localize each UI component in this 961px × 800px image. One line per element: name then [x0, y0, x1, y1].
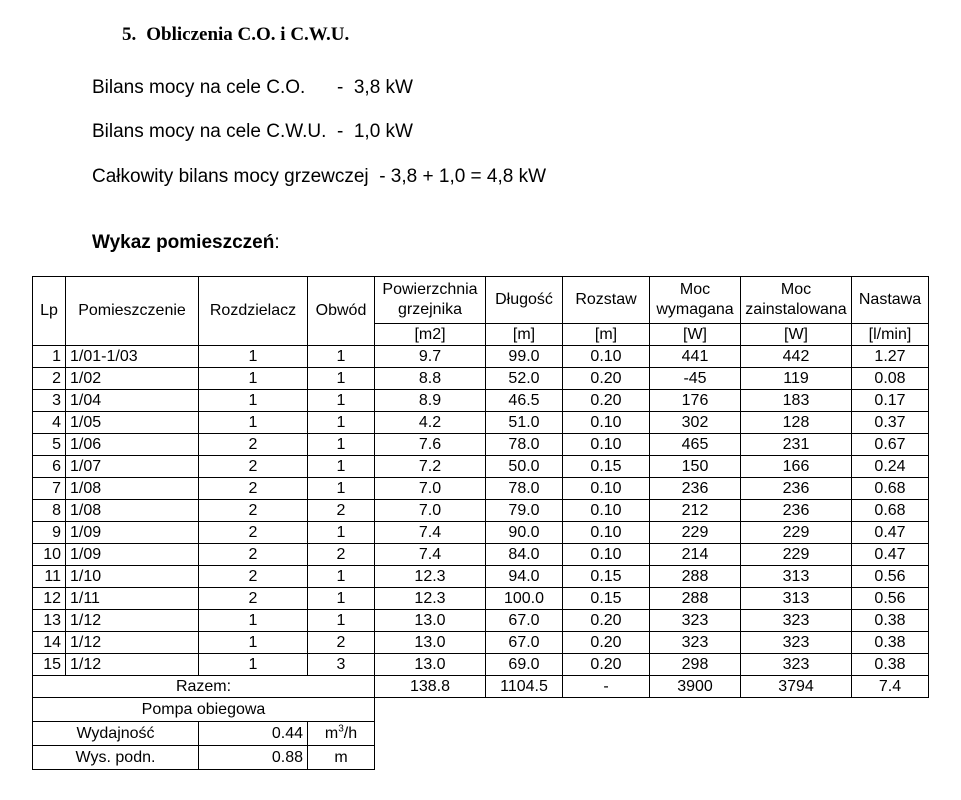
cell-spacing: 0.20 — [563, 390, 650, 412]
cell-circuit: 2 — [308, 544, 375, 566]
power-balance-total: Całkowity bilans mocy grzewczej - 3,8 + 1,0 = 4,8 kW — [92, 166, 547, 187]
cell-circuit: 1 — [308, 522, 375, 544]
cell-area: 13.0 — [375, 654, 486, 676]
section-title: Obliczenia C.O. i C.W.U. — [146, 24, 350, 45]
cell-area: 8.9 — [375, 390, 486, 412]
cell-installed-power: 313 — [741, 588, 852, 610]
cell-area: 7.2 — [375, 456, 486, 478]
cell-installed-power: 229 — [741, 544, 852, 566]
cell-setting: 0.38 — [852, 632, 929, 654]
cell-installed-power: 236 — [741, 478, 852, 500]
cell-spacing: 0.20 — [563, 654, 650, 676]
total-area: 138.8 — [375, 676, 486, 698]
pump-label: Wydajność — [33, 722, 199, 746]
cell-length: 84.0 — [486, 544, 563, 566]
rooms-list-title: Wykaz pomieszczeń — [92, 232, 275, 253]
cell-lp: 3 — [33, 390, 66, 412]
cell-required-power: 465 — [650, 434, 741, 456]
unit-installed-power: [W] — [741, 324, 852, 346]
cell-manifold: 2 — [199, 522, 308, 544]
cell-manifold: 1 — [199, 632, 308, 654]
cell-circuit: 1 — [308, 368, 375, 390]
rooms-list-heading — [92, 232, 280, 254]
cell-lp: 6 — [33, 456, 66, 478]
cell-circuit: 1 — [308, 412, 375, 434]
total-length: 1104.5 — [486, 676, 563, 698]
cell-room: 1/12 — [66, 610, 199, 632]
cell-length: 94.0 — [486, 566, 563, 588]
cell-spacing: 0.15 — [563, 588, 650, 610]
col-header-required-power: Moc wymagana — [650, 277, 741, 324]
cell-length: 67.0 — [486, 610, 563, 632]
cell-circuit: 3 — [308, 654, 375, 676]
cell-length: 46.5 — [486, 390, 563, 412]
cell-installed-power: 236 — [741, 500, 852, 522]
cell-area: 7.6 — [375, 434, 486, 456]
cell-lp: 2 — [33, 368, 66, 390]
cell-installed-power: 183 — [741, 390, 852, 412]
col-header-length: Długość — [486, 277, 563, 324]
cell-lp: 7 — [33, 478, 66, 500]
total-row — [33, 676, 929, 698]
pump-title: Pompa obiegowa — [33, 698, 375, 722]
cell-manifold: 2 — [199, 478, 308, 500]
table-row — [33, 588, 929, 610]
cell-required-power: 302 — [650, 412, 741, 434]
cell-manifold: 2 — [199, 544, 308, 566]
cell-lp: 1 — [33, 346, 66, 368]
cell-lp: 8 — [33, 500, 66, 522]
cell-length: 100.0 — [486, 588, 563, 610]
cell-circuit: 1 — [308, 434, 375, 456]
cell-area: 7.0 — [375, 500, 486, 522]
col-header-spacing: Rozstaw — [563, 277, 650, 324]
col-header-installed-power: Moc zainstalowana — [741, 277, 852, 324]
cell-lp: 4 — [33, 412, 66, 434]
cell-length: 67.0 — [486, 632, 563, 654]
cell-required-power: -45 — [650, 368, 741, 390]
table-row — [33, 456, 929, 478]
cell-spacing: 0.10 — [563, 434, 650, 456]
cell-installed-power: 442 — [741, 346, 852, 368]
col-header-room: Pomieszczenie — [66, 277, 199, 346]
cell-area: 7.4 — [375, 544, 486, 566]
cell-manifold: 1 — [199, 346, 308, 368]
table-row — [33, 654, 929, 676]
cell-room: 1/02 — [66, 368, 199, 390]
section-number: 5. — [122, 24, 137, 45]
cell-spacing: 0.20 — [563, 610, 650, 632]
cell-length: 50.0 — [486, 456, 563, 478]
cell-installed-power: 231 — [741, 434, 852, 456]
table-row — [33, 566, 929, 588]
cell-spacing: 0.10 — [563, 544, 650, 566]
pump-label: Wys. podn. — [33, 746, 199, 770]
cell-installed-power: 323 — [741, 610, 852, 632]
col-header-area: Powierzchnia grzejnika — [375, 277, 486, 324]
cell-length: 52.0 — [486, 368, 563, 390]
cell-required-power: 288 — [650, 566, 741, 588]
unit-area: [m2] — [375, 324, 486, 346]
cell-installed-power: 313 — [741, 566, 852, 588]
cell-area: 13.0 — [375, 610, 486, 632]
cell-lp: 13 — [33, 610, 66, 632]
cell-installed-power: 323 — [741, 654, 852, 676]
cell-required-power: 323 — [650, 632, 741, 654]
pump-value: 0.88 — [199, 746, 308, 770]
cell-area: 9.7 — [375, 346, 486, 368]
cell-spacing: 0.10 — [563, 346, 650, 368]
cell-spacing: 0.10 — [563, 500, 650, 522]
cell-manifold: 1 — [199, 368, 308, 390]
section-heading — [122, 24, 349, 46]
cell-length: 78.0 — [486, 434, 563, 456]
table-row — [33, 544, 929, 566]
cell-length: 69.0 — [486, 654, 563, 676]
cell-room: 1/06 — [66, 434, 199, 456]
col-header-setting: Nastawa — [852, 277, 929, 324]
cell-setting: 0.68 — [852, 478, 929, 500]
cell-required-power: 288 — [650, 588, 741, 610]
cell-required-power: 212 — [650, 500, 741, 522]
unit-spacing: [m] — [563, 324, 650, 346]
pump-title-row — [33, 698, 929, 722]
cell-room: 1/08 — [66, 478, 199, 500]
cell-room: 1/08 — [66, 500, 199, 522]
cell-setting: 0.17 — [852, 390, 929, 412]
cell-setting: 0.47 — [852, 522, 929, 544]
col-header-manifold: Rozdzielacz — [199, 277, 308, 346]
cell-setting: 0.08 — [852, 368, 929, 390]
table-row — [33, 346, 929, 368]
cell-setting: 0.24 — [852, 456, 929, 478]
table-row — [33, 434, 929, 456]
cell-spacing: 0.15 — [563, 566, 650, 588]
cell-circuit: 1 — [308, 588, 375, 610]
cell-lp: 15 — [33, 654, 66, 676]
pump-row — [33, 722, 929, 746]
cell-spacing: 0.10 — [563, 522, 650, 544]
cell-required-power: 323 — [650, 610, 741, 632]
cell-required-power: 150 — [650, 456, 741, 478]
pump-unit: $m^3/h$ — [308, 722, 375, 746]
cell-manifold: 2 — [199, 500, 308, 522]
cell-circuit: 1 — [308, 346, 375, 368]
cell-setting: 0.56 — [852, 588, 929, 610]
cell-manifold: 1 — [199, 390, 308, 412]
pump-unit: m — [308, 746, 375, 770]
table-header-row — [33, 277, 929, 324]
cell-room: 1/01-1/03 — [66, 346, 199, 368]
cell-room: 1/09 — [66, 544, 199, 566]
cell-circuit: 1 — [308, 456, 375, 478]
table-row — [33, 500, 929, 522]
cell-room: 1/11 — [66, 588, 199, 610]
cell-area: 4.2 — [375, 412, 486, 434]
cell-circuit: 1 — [308, 478, 375, 500]
table-row — [33, 522, 929, 544]
cell-installed-power: 166 — [741, 456, 852, 478]
cell-room: 1/07 — [66, 456, 199, 478]
power-balance-co: Bilans mocy na cele C.O. - 3,8 kW — [92, 77, 413, 98]
cell-length: 78.0 — [486, 478, 563, 500]
cell-area: 7.0 — [375, 478, 486, 500]
cell-area: 13.0 — [375, 632, 486, 654]
cell-length: 79.0 — [486, 500, 563, 522]
cell-room: 1/09 — [66, 522, 199, 544]
cell-lp: 12 — [33, 588, 66, 610]
cell-spacing: 0.20 — [563, 632, 650, 654]
cell-spacing: 0.10 — [563, 412, 650, 434]
cell-setting: 0.37 — [852, 412, 929, 434]
unit-length: [m] — [486, 324, 563, 346]
cell-spacing: 0.15 — [563, 456, 650, 478]
cell-required-power: 441 — [650, 346, 741, 368]
cell-room: 1/10 — [66, 566, 199, 588]
col-header-lp: Lp — [33, 277, 66, 346]
cell-manifold: 1 — [199, 412, 308, 434]
cell-circuit: 1 — [308, 610, 375, 632]
cell-lp: 11 — [33, 566, 66, 588]
cell-installed-power: 323 — [741, 632, 852, 654]
cell-installed-power: 128 — [741, 412, 852, 434]
table-row — [33, 368, 929, 390]
cell-manifold: 1 — [199, 654, 308, 676]
pump-row — [33, 746, 929, 770]
cell-setting: 0.38 — [852, 610, 929, 632]
cell-manifold: 2 — [199, 434, 308, 456]
cell-setting: 0.38 — [852, 654, 929, 676]
table-row — [33, 478, 929, 500]
power-balance-cwu: Bilans mocy na cele C.W.U. - 1,0 kW — [92, 121, 413, 142]
cell-spacing: 0.20 — [563, 368, 650, 390]
total-label: Razem: — [33, 676, 375, 698]
cell-manifold: 2 — [199, 588, 308, 610]
total-installed-power: 3794 — [741, 676, 852, 698]
rooms-list-colon: : — [274, 232, 280, 253]
cell-lp: 9 — [33, 522, 66, 544]
total-required-power: 3900 — [650, 676, 741, 698]
table-row — [33, 412, 929, 434]
unit-setting: [l/min] — [852, 324, 929, 346]
cell-manifold: 2 — [199, 566, 308, 588]
cell-lp: 5 — [33, 434, 66, 456]
cell-circuit: 2 — [308, 500, 375, 522]
cell-room: 1/12 — [66, 632, 199, 654]
cell-required-power: 298 — [650, 654, 741, 676]
cell-required-power: 176 — [650, 390, 741, 412]
cell-lp: 10 — [33, 544, 66, 566]
cell-circuit: 2 — [308, 632, 375, 654]
cell-setting: 1.27 — [852, 346, 929, 368]
cell-length: 51.0 — [486, 412, 563, 434]
cell-lp: 14 — [33, 632, 66, 654]
cell-manifold: 2 — [199, 456, 308, 478]
cell-manifold: 1 — [199, 610, 308, 632]
cell-required-power: 236 — [650, 478, 741, 500]
pump-value: 0.44 — [199, 722, 308, 746]
rooms-table — [32, 276, 929, 770]
cell-area: 8.8 — [375, 368, 486, 390]
total-setting: 7.4 — [852, 676, 929, 698]
cell-length: 90.0 — [486, 522, 563, 544]
cell-circuit: 1 — [308, 566, 375, 588]
cell-room: 1/04 — [66, 390, 199, 412]
cell-length: 99.0 — [486, 346, 563, 368]
cell-setting: 0.68 — [852, 500, 929, 522]
table-row — [33, 632, 929, 654]
cell-required-power: 229 — [650, 522, 741, 544]
cell-area: 12.3 — [375, 588, 486, 610]
col-header-circuit: Obwód — [308, 277, 375, 346]
table-row — [33, 610, 929, 632]
cell-required-power: 214 — [650, 544, 741, 566]
cell-setting: 0.47 — [852, 544, 929, 566]
cell-setting: 0.67 — [852, 434, 929, 456]
table-row — [33, 390, 929, 412]
cell-area: 12.3 — [375, 566, 486, 588]
cell-spacing: 0.10 — [563, 478, 650, 500]
cell-circuit: 1 — [308, 390, 375, 412]
unit-required-power: [W] — [650, 324, 741, 346]
cell-installed-power: 119 — [741, 368, 852, 390]
cell-room: 1/12 — [66, 654, 199, 676]
cell-setting: 0.56 — [852, 566, 929, 588]
cell-area: 7.4 — [375, 522, 486, 544]
cell-installed-power: 229 — [741, 522, 852, 544]
cell-room: 1/05 — [66, 412, 199, 434]
total-spacing: - — [563, 676, 650, 698]
